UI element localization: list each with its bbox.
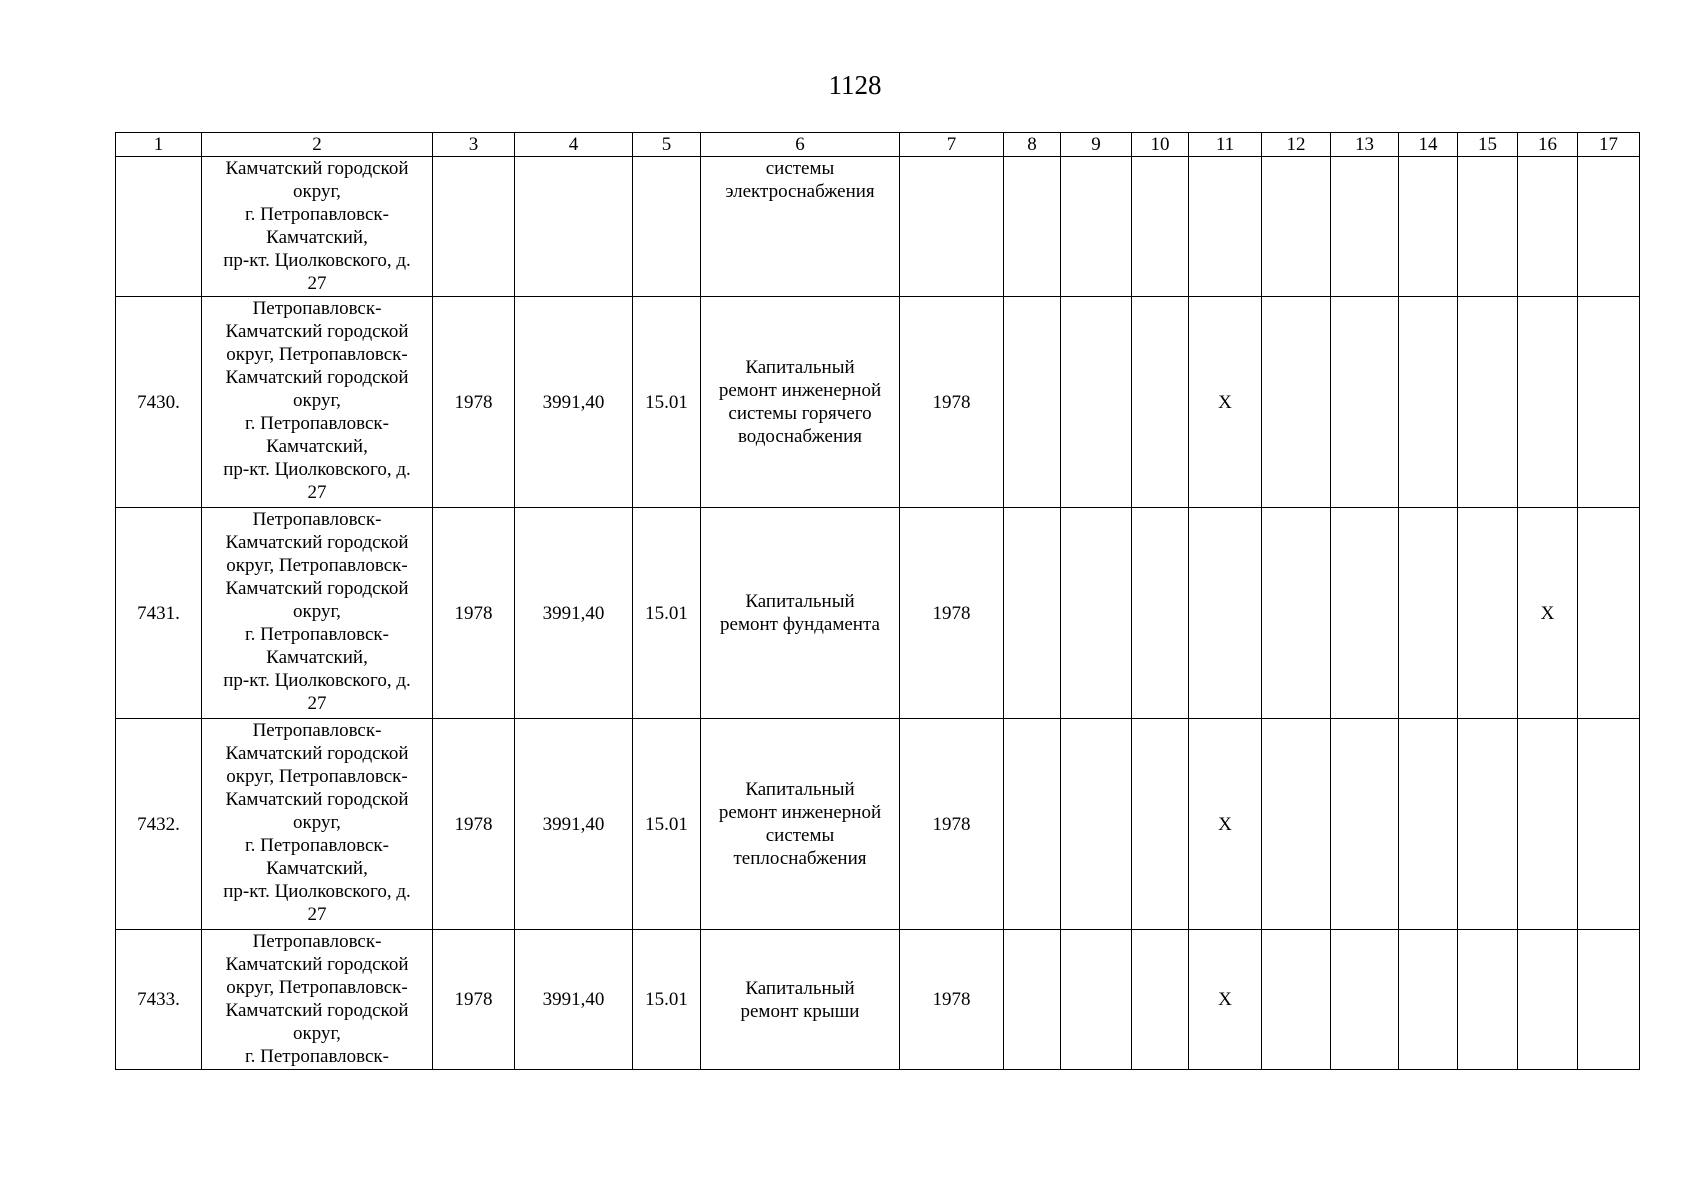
cell-col15 [1458,508,1518,719]
cell-col11 [1189,508,1262,719]
column-header: 3 [433,133,515,157]
cell-col7 [900,157,1004,297]
column-header: 10 [1132,133,1189,157]
work-type-cell: Капитальный ремонт крыши [701,930,900,1070]
table-header-row [116,133,1640,157]
cell-col14 [1399,297,1458,508]
cell-col17 [1578,930,1640,1070]
cell-col5: 15.01 [633,930,701,1070]
cell-col9 [1061,930,1132,1070]
table-row [116,719,1640,930]
cell-col16: X [1518,508,1578,719]
row-number-cell [116,157,202,297]
column-header: 6 [701,133,900,157]
column-header: 12 [1262,133,1331,157]
address-cell: Петропавловск- Камчатский городской округ, Петропавловск- Камчатский городской округ, г. Петропавловск- Камчатский, пр-кт. Циолковского, д. 27 [202,297,433,508]
column-header: 15 [1458,133,1518,157]
cell-col13 [1331,508,1399,719]
row-number-cell: 7432. [116,719,202,930]
cell-col15 [1458,297,1518,508]
cell-col14 [1399,157,1458,297]
cell-col10 [1132,719,1189,930]
column-header: 11 [1189,133,1262,157]
table-row [116,157,1640,297]
column-header: 8 [1004,133,1061,157]
cell-col5 [633,157,701,297]
column-header: 5 [633,133,701,157]
cell-col16 [1518,157,1578,297]
cell-col4: 3991,40 [515,508,633,719]
cell-col11: X [1189,297,1262,508]
cell-col12 [1262,157,1331,297]
cell-col8 [1004,297,1061,508]
cell-col12 [1262,297,1331,508]
cell-col9 [1061,508,1132,719]
address-cell: Петропавловск- Камчатский городской округ, Петропавловск- Камчатский городской округ, г. Петропавловск- Камчатский, пр-кт. Циолковского, д. 27 [202,508,433,719]
registry-table [115,132,1640,1070]
cell-col14 [1399,930,1458,1070]
table-row [116,508,1640,719]
column-header: 14 [1399,133,1458,157]
cell-col10 [1132,157,1189,297]
cell-col8 [1004,508,1061,719]
cell-col5: 15.01 [633,297,701,508]
cell-col3: 1978 [433,508,515,719]
cell-col15 [1458,719,1518,930]
row-number-cell: 7431. [116,508,202,719]
cell-col12 [1262,930,1331,1070]
cell-col9 [1061,719,1132,930]
cell-col14 [1399,508,1458,719]
cell-col12 [1262,508,1331,719]
table-row [116,297,1640,508]
cell-col14 [1399,719,1458,930]
work-type-cell: системы электроснабжения [701,157,900,297]
cell-col8 [1004,719,1061,930]
cell-col17 [1578,508,1640,719]
cell-col5: 15.01 [633,508,701,719]
row-number-cell: 7433. [116,930,202,1070]
work-type-cell: Капитальный ремонт инженерной системы горячего водоснабжения [701,297,900,508]
cell-col11: X [1189,719,1262,930]
cell-col15 [1458,930,1518,1070]
cell-col8 [1004,930,1061,1070]
work-type-cell: Капитальный ремонт инженерной системы теплоснабжения [701,719,900,930]
cell-col8 [1004,157,1061,297]
cell-col15 [1458,157,1518,297]
column-header: 13 [1331,133,1399,157]
cell-col4: 3991,40 [515,719,633,930]
cell-col7: 1978 [900,930,1004,1070]
cell-col16 [1518,719,1578,930]
cell-col17 [1578,157,1640,297]
cell-col12 [1262,719,1331,930]
cell-col13 [1331,157,1399,297]
cell-col13 [1331,930,1399,1070]
cell-col16 [1518,930,1578,1070]
cell-col4: 3991,40 [515,297,633,508]
cell-col3: 1978 [433,930,515,1070]
cell-col7: 1978 [900,508,1004,719]
column-header: 9 [1061,133,1132,157]
address-cell: Петропавловск- Камчатский городской округ, Петропавловск- Камчатский городской округ, г. Петропавловск- [202,930,433,1070]
cell-col10 [1132,508,1189,719]
column-header: 16 [1518,133,1578,157]
address-cell: Камчатский городской округ, г. Петропавловск- Камчатский, пр-кт. Циолковского, д. 27 [202,157,433,297]
cell-col4: 3991,40 [515,930,633,1070]
cell-col4 [515,157,633,297]
cell-col13 [1331,297,1399,508]
column-header: 7 [900,133,1004,157]
cell-col10 [1132,930,1189,1070]
cell-col13 [1331,719,1399,930]
cell-col3 [433,157,515,297]
cell-col9 [1061,157,1132,297]
cell-col11 [1189,157,1262,297]
cell-col17 [1578,719,1640,930]
cell-col9 [1061,297,1132,508]
cell-col16 [1518,297,1578,508]
column-header: 4 [515,133,633,157]
cell-col10 [1132,297,1189,508]
cell-col7: 1978 [900,297,1004,508]
column-header: 1 [116,133,202,157]
cell-col3: 1978 [433,719,515,930]
page-number: 1128 [828,70,882,100]
cell-col5: 15.01 [633,719,701,930]
table-row [116,930,1640,1070]
cell-col11: X [1189,930,1262,1070]
row-number-cell: 7430. [116,297,202,508]
column-header: 17 [1578,133,1640,157]
cell-col3: 1978 [433,297,515,508]
address-cell: Петропавловск- Камчатский городской округ, Петропавловск- Камчатский городской округ, г. Петропавловск- Камчатский, пр-кт. Циолковского, д. 27 [202,719,433,930]
cell-col17 [1578,297,1640,508]
work-type-cell: Капитальный ремонт фундамента [701,508,900,719]
cell-col7: 1978 [900,719,1004,930]
column-header: 2 [202,133,433,157]
